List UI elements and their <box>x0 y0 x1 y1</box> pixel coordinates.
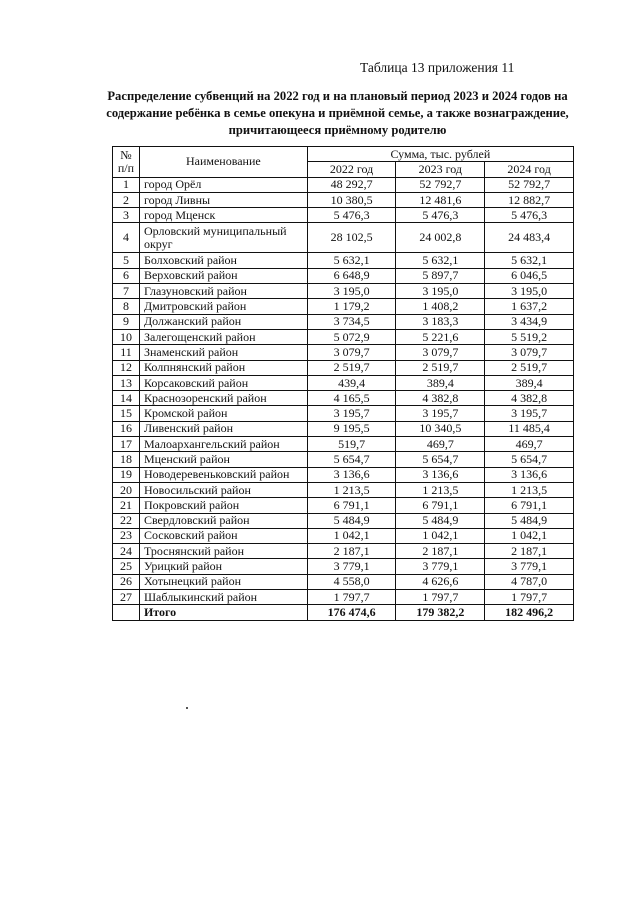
row-number: 19 <box>113 467 140 482</box>
row-number: 27 <box>113 590 140 605</box>
row-value-2023: 1 042,1 <box>396 528 485 543</box>
row-value-2022: 1 213,5 <box>307 482 396 497</box>
row-value-2022: 3 779,1 <box>307 559 396 574</box>
row-name: Новодеревеньковский район <box>139 467 307 482</box>
row-value-2022: 3 195,0 <box>307 284 396 299</box>
table-row <box>113 513 574 528</box>
row-number: 13 <box>113 375 140 390</box>
row-value-2023: 2 519,7 <box>396 360 485 375</box>
row-name: Верховский район <box>139 268 307 283</box>
row-name: Шаблыкинский район <box>139 590 307 605</box>
row-value-2022: 4 165,5 <box>307 391 396 406</box>
table-row <box>113 544 574 559</box>
table-row <box>113 391 574 406</box>
row-value-2022: 2 187,1 <box>307 544 396 559</box>
row-number: 9 <box>113 314 140 329</box>
row-value-2022: 4 558,0 <box>307 574 396 589</box>
row-number: 21 <box>113 498 140 513</box>
row-name: Ливенский район <box>139 421 307 436</box>
header-year-2023: 2023 год <box>396 162 485 177</box>
row-value-2023: 52 792,7 <box>396 177 485 192</box>
row-value-2023: 1 408,2 <box>396 299 485 314</box>
appendix-reference: Таблица 13 приложения 11 <box>360 60 515 75</box>
row-name: Корсаковский район <box>139 375 307 390</box>
row-value-2022: 1 179,2 <box>307 299 396 314</box>
row-number: 2 <box>113 192 140 207</box>
table-row <box>113 284 574 299</box>
table-row <box>113 192 574 207</box>
row-value-2022: 3 079,7 <box>307 345 396 360</box>
table-row <box>113 574 574 589</box>
row-value-2024: 5 484,9 <box>485 513 574 528</box>
header-name: Наименование <box>139 147 307 178</box>
row-value-2022: 1 042,1 <box>307 528 396 543</box>
row-number: 20 <box>113 482 140 497</box>
row-name: город Орёл <box>139 177 307 192</box>
row-name: город Ливны <box>139 192 307 207</box>
row-value-2022: 5 654,7 <box>307 452 396 467</box>
row-number: 14 <box>113 391 140 406</box>
row-value-2022: 5 484,9 <box>307 513 396 528</box>
row-value-2024: 6 791,1 <box>485 498 574 513</box>
row-value-2024: 1 797,7 <box>485 590 574 605</box>
row-name: Залегощенский район <box>139 329 307 344</box>
table-row <box>113 329 574 344</box>
row-value-2024: 6 046,5 <box>485 268 574 283</box>
table-row <box>113 299 574 314</box>
row-value-2024: 11 485,4 <box>485 421 574 436</box>
row-value-2024: 5 519,2 <box>485 329 574 344</box>
row-name: Знаменский район <box>139 345 307 360</box>
table-row <box>113 268 574 283</box>
row-number: 16 <box>113 421 140 436</box>
header-sum: Сумма, тыс. рублей <box>307 147 573 162</box>
row-number: 26 <box>113 574 140 589</box>
row-value-2022: 6 648,9 <box>307 268 396 283</box>
row-value-2024: 4 382,8 <box>485 391 574 406</box>
table-body <box>113 177 574 605</box>
total-row <box>113 605 574 620</box>
table-row <box>113 345 574 360</box>
row-name: Урицкий район <box>139 559 307 574</box>
row-value-2023: 10 340,5 <box>396 421 485 436</box>
header-number: № п/п <box>113 147 140 178</box>
table-row <box>113 590 574 605</box>
row-value-2024: 5 654,7 <box>485 452 574 467</box>
row-name: город Мценск <box>139 208 307 223</box>
row-value-2024: 3 136,6 <box>485 467 574 482</box>
row-value-2023: 5 897,7 <box>396 268 485 283</box>
row-value-2023: 5 632,1 <box>396 253 485 268</box>
row-name: Колпнянский район <box>139 360 307 375</box>
row-number: 4 <box>113 223 140 253</box>
table-row <box>113 437 574 452</box>
row-value-2023: 3 079,7 <box>396 345 485 360</box>
row-value-2024: 5 632,1 <box>485 253 574 268</box>
table-row <box>113 177 574 192</box>
row-name: Краснозоренский район <box>139 391 307 406</box>
row-number: 17 <box>113 437 140 452</box>
row-value-2023: 3 195,7 <box>396 406 485 421</box>
row-value-2022: 5 632,1 <box>307 253 396 268</box>
row-name: Мценский район <box>139 452 307 467</box>
row-name: Свердловский район <box>139 513 307 528</box>
row-number: 3 <box>113 208 140 223</box>
row-name: Кромской район <box>139 406 307 421</box>
row-value-2022: 5 072,9 <box>307 329 396 344</box>
row-value-2024: 1 213,5 <box>485 482 574 497</box>
row-number: 11 <box>113 345 140 360</box>
row-value-2023: 4 626,6 <box>396 574 485 589</box>
row-value-2023: 5 221,6 <box>396 329 485 344</box>
scan-speck <box>186 707 188 709</box>
row-value-2024: 12 882,7 <box>485 192 574 207</box>
row-name: Новосильский район <box>139 482 307 497</box>
table-row <box>113 559 574 574</box>
row-value-2022: 6 791,1 <box>307 498 396 513</box>
row-value-2024: 24 483,4 <box>485 223 574 253</box>
table-row <box>113 421 574 436</box>
table-row <box>113 482 574 497</box>
row-value-2024: 2 519,7 <box>485 360 574 375</box>
row-value-2023: 389,4 <box>396 375 485 390</box>
row-value-2024: 52 792,7 <box>485 177 574 192</box>
row-value-2022: 3 734,5 <box>307 314 396 329</box>
header-year-2024: 2024 год <box>485 162 574 177</box>
row-value-2023: 12 481,6 <box>396 192 485 207</box>
row-value-2024: 3 195,0 <box>485 284 574 299</box>
row-value-2022: 10 380,5 <box>307 192 396 207</box>
row-value-2023: 5 476,3 <box>396 208 485 223</box>
row-value-2022: 2 519,7 <box>307 360 396 375</box>
row-value-2023: 5 484,9 <box>396 513 485 528</box>
row-value-2022: 28 102,5 <box>307 223 396 253</box>
row-value-2023: 6 791,1 <box>396 498 485 513</box>
table-row <box>113 406 574 421</box>
total-2023: 179 382,2 <box>396 605 485 620</box>
row-value-2023: 3 136,6 <box>396 467 485 482</box>
row-number: 8 <box>113 299 140 314</box>
row-name: Троснянский район <box>139 544 307 559</box>
table-row <box>113 314 574 329</box>
row-value-2024: 5 476,3 <box>485 208 574 223</box>
row-name: Дмитровский район <box>139 299 307 314</box>
row-name: Хотынецкий район <box>139 574 307 589</box>
table-row <box>113 528 574 543</box>
total-2022: 176 474,6 <box>307 605 396 620</box>
row-number: 10 <box>113 329 140 344</box>
row-value-2022: 9 195,5 <box>307 421 396 436</box>
row-value-2022: 48 292,7 <box>307 177 396 192</box>
row-value-2022: 1 797,7 <box>307 590 396 605</box>
row-value-2023: 24 002,8 <box>396 223 485 253</box>
row-number: 25 <box>113 559 140 574</box>
row-number: 7 <box>113 284 140 299</box>
row-value-2022: 519,7 <box>307 437 396 452</box>
row-value-2023: 469,7 <box>396 437 485 452</box>
row-number: 15 <box>113 406 140 421</box>
row-name: Малоархангельский район <box>139 437 307 452</box>
row-value-2024: 469,7 <box>485 437 574 452</box>
table-row <box>113 467 574 482</box>
row-number: 22 <box>113 513 140 528</box>
row-number: 6 <box>113 268 140 283</box>
header-year-2022: 2022 год <box>307 162 396 177</box>
row-value-2022: 3 195,7 <box>307 406 396 421</box>
table-row <box>113 452 574 467</box>
row-value-2024: 2 187,1 <box>485 544 574 559</box>
row-value-2023: 3 779,1 <box>396 559 485 574</box>
row-value-2023: 1 213,5 <box>396 482 485 497</box>
row-value-2022: 5 476,3 <box>307 208 396 223</box>
row-number: 23 <box>113 528 140 543</box>
row-value-2024: 4 787,0 <box>485 574 574 589</box>
row-name: Орловский муниципальный округ <box>139 223 307 253</box>
row-name: Покровский район <box>139 498 307 513</box>
row-value-2024: 3 779,1 <box>485 559 574 574</box>
table-row <box>113 375 574 390</box>
row-name: Глазуновский район <box>139 284 307 299</box>
row-name: Должанский район <box>139 314 307 329</box>
row-value-2023: 3 195,0 <box>396 284 485 299</box>
table-row <box>113 253 574 268</box>
row-value-2023: 4 382,8 <box>396 391 485 406</box>
document-heading: Распределение субвенций на 2022 год и на плановый период 2023 и 2024 годов на содержание ребёнка в семье опекуна и приёмной семье, а также вознаграждение, причитающееся приёмному родителю <box>106 89 569 137</box>
row-value-2022: 439,4 <box>307 375 396 390</box>
row-value-2024: 389,4 <box>485 375 574 390</box>
table-row <box>113 208 574 223</box>
row-value-2024: 1 042,1 <box>485 528 574 543</box>
total-label: Итого <box>139 605 307 620</box>
row-value-2024: 3 434,9 <box>485 314 574 329</box>
table-row <box>113 498 574 513</box>
row-number: 1 <box>113 177 140 192</box>
row-number: 18 <box>113 452 140 467</box>
row-value-2024: 3 079,7 <box>485 345 574 360</box>
row-value-2023: 5 654,7 <box>396 452 485 467</box>
row-value-2023: 3 183,3 <box>396 314 485 329</box>
table-row <box>113 360 574 375</box>
row-number: 12 <box>113 360 140 375</box>
row-name: Сосковский район <box>139 528 307 543</box>
row-number: 24 <box>113 544 140 559</box>
total-2024: 182 496,2 <box>485 605 574 620</box>
row-value-2023: 1 797,7 <box>396 590 485 605</box>
row-value-2024: 1 637,2 <box>485 299 574 314</box>
row-number: 5 <box>113 253 140 268</box>
total-number-cell <box>113 605 140 620</box>
row-value-2023: 2 187,1 <box>396 544 485 559</box>
row-value-2022: 3 136,6 <box>307 467 396 482</box>
table-row <box>113 223 574 253</box>
subvention-table <box>112 146 574 621</box>
row-value-2024: 3 195,7 <box>485 406 574 421</box>
row-name: Болховский район <box>139 253 307 268</box>
